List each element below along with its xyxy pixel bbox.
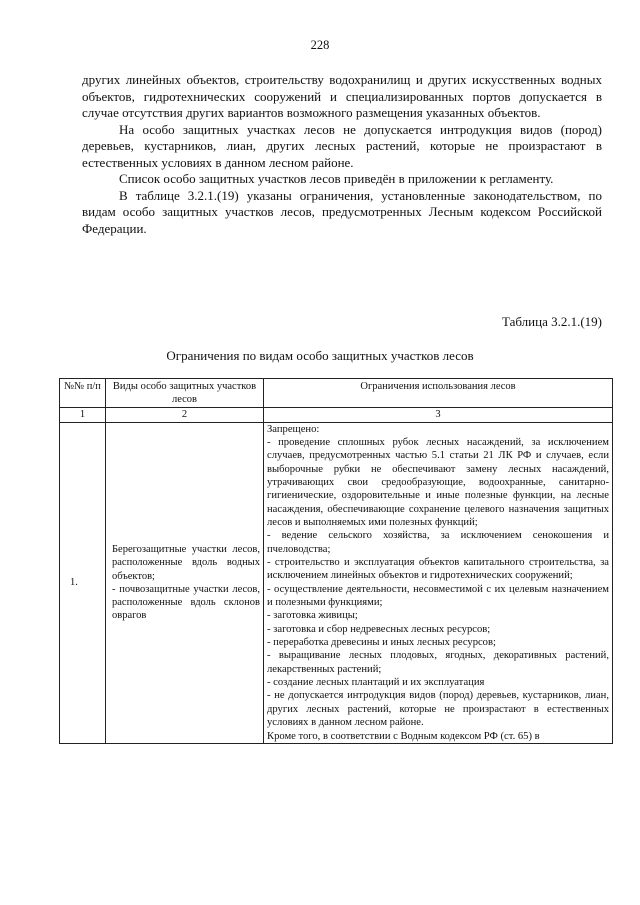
- restrictions-table: [59, 378, 613, 744]
- restriction-item: - ведение сельского хозяйства, за исключением сенокошения и пчеловодства;: [267, 530, 609, 555]
- restriction-item: - выращивание лесных плодовых, ягодных, декоративных растений, лекарственных растений;: [267, 650, 609, 675]
- column-number-row: [60, 408, 613, 422]
- header-type: Виды особо защитных участков лесов: [106, 379, 264, 408]
- restriction-item: - строительство и эксплуатация объектов капитального строительства, за исключением линейных объектов и гидротехнических сооружений;: [267, 557, 609, 582]
- restriction-item: Кроме того, в соответствии с Водным кодексом РФ (ст. 65) в: [267, 730, 540, 742]
- header-restrictions: Ограничения использования лесов: [264, 379, 613, 408]
- page-number: 228: [310, 38, 330, 52]
- column-number: 2: [106, 408, 264, 422]
- restriction-item: Запрещено:: [267, 423, 320, 435]
- header-number: №№ п/п: [60, 379, 106, 408]
- forest-plot-type-line: Берегозащитные участки лесов, расположенные вдоль водных объектов;: [112, 544, 260, 582]
- restriction-item: - переработка древесины и иных лесных ресурсов;: [267, 637, 496, 649]
- table-label: Таблица 3.2.1.(19): [501, 314, 602, 329]
- restriction-item: - не допускается интродукция видов (пород) деревьев, кустарников, лиан, других лесных растений, которые не произрастают в естественных условиях в данном лесном районе.: [267, 690, 609, 729]
- column-number: 1: [60, 408, 106, 422]
- paragraph-4: В таблице 3.2.1.(19) указаны ограничения, установленные законодательством, по видам особо защитных участков лесов, предусмотренных Лесным кодексом Российской Федерации.: [82, 187, 602, 236]
- table-header-row: [60, 379, 613, 408]
- body-text: [82, 72, 602, 237]
- restriction-item: - заготовка живицы;: [267, 610, 358, 622]
- restrictions-cell: [264, 422, 613, 743]
- table-row: [60, 422, 613, 743]
- restriction-item: - осуществление деятельности, несовместимой с их целевым назначением и полезными функциями;: [267, 583, 609, 609]
- restriction-item: - заготовка и сбор недревесных лесных ресурсов;: [267, 623, 491, 635]
- forest-plot-type-line: - почвозащитные участки лесов, расположенные вдоль склонов оврагов: [112, 583, 260, 622]
- paragraph-2: На особо защитных участках лесов не допускается интродукция видов (пород) деревьев, кустарников, лиан, других лесных растений, которые не произрастают в естественных условиях в данном лесном районе.: [82, 121, 602, 170]
- forest-plot-type: [106, 422, 264, 743]
- restriction-item: - создание лесных плантаций и их эксплуатация: [267, 677, 485, 689]
- table-title: Ограничения по видам особо защитных участков лесов: [166, 348, 474, 363]
- paragraph-1: других линейных объектов, строительству водохранилищ и других искусственных водных объектов, гидротехнических сооружений и специализированных портов допускается в случае отсутствия других вариантов возможного размещения указанных объектов.: [82, 72, 602, 120]
- column-number: 3: [264, 408, 613, 422]
- restriction-item: - проведение сплошных рубок лесных насаждений, за исключением случаев, предусмотренных частью 5.1 статьи 21 ЛК РФ и случаев, если выборочные рубки не обеспечивают замену лесных насаждений, утрачивающих свои средообразующие, водоохранные, санитарно-гигиенические, оздоровительные и иные полезные функции, на лесные насаждения, обеспечивающие сохранение целевого назначения защитных лесов и выполняемых ими полезных функций;: [267, 436, 609, 529]
- row-number: 1.: [60, 422, 106, 743]
- paragraph-3: Список особо защитных участков лесов приведён в приложении к регламенту.: [119, 171, 554, 186]
